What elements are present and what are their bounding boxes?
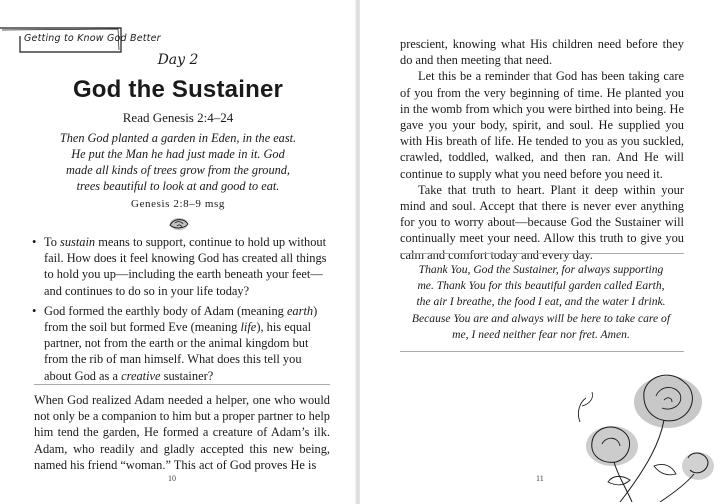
reading-assignment: Read Genesis 2:4–24 (122, 110, 234, 125)
scripture-quote (40, 130, 316, 194)
header-tab (0, 26, 161, 54)
body-paragraph: prescient, knowing what His children need before they do and then meeting that need. (400, 37, 684, 68)
day-label: Day 2 (157, 52, 199, 68)
reflection-bullets (44, 234, 332, 388)
right-body-text (400, 36, 684, 263)
page-title: God the Sustainer (72, 76, 284, 103)
divider (34, 384, 330, 385)
header-tab-text: Getting to Know God Better (24, 33, 161, 44)
body-paragraph: Take that truth to heart. Plant it deep within your mind and soul. Accept that there is never ever anything for you to worry about—because God the Sustainer will continually meet your need. Allow this truth to give you calm and comfort today and every day. (400, 182, 684, 262)
body-paragraph: When God realized Adam needed a helper, one who would not only be a companion to him but a proper partner to help him tend the garden, He formed a creature of Adam’s ilk. Adam, who readily and gladly accepted this new being, named his friend “woman.” This act of God proves He is (34, 393, 330, 472)
page-number: 11 (536, 474, 544, 483)
scripture-line: trees beautiful to look at and good to eat. (76, 179, 280, 193)
flower-ornament-icon (166, 216, 192, 232)
scripture-line: made all kinds of trees grow from the ground, (66, 163, 290, 177)
bullet-item: • God formed the earthly body of Adam (meaning earth) from the soil but formed Eve (meaning life), his equal partner, not from the earth or the animal kingdom but from the rib of man himself. What does this tell you about God as a creative sustainer? (44, 303, 332, 384)
poppy-flowers-illustration (560, 362, 718, 502)
scripture-line: Then God planted a garden in Eden, in the east. (59, 131, 297, 145)
body-paragraph: Let this be a reminder that God has been taking care of you from the very beginning of time. He planted you in the womb from which you were birthed into being. He gave you your body, spirit, and soul. He supplied you with His breath of life. He tended to you as you suckled, crawled, toddled, walked, and then ran. And He will continue to supply what you need before you need it. (400, 69, 684, 181)
prayer-text: Thank You, God the Sustainer, for always supporting me. Thank You for this beautiful garden called Earth, the air I breathe, the food I eat, and the water I drink. Because You are and always will be here to take care of me, I need neither fear nor fret. Amen. (411, 263, 671, 341)
scripture-reference: Genesis 2:8–9 msg (131, 198, 225, 210)
bullet-item: • To sustain means to support, continue to hold up without fail. How does it feel knowing God has created all things to hold you up—including the earth beneath your feet—and continues to do so in your life today? (44, 234, 332, 299)
scripture-line: He put the Man he had just made in it. God (71, 147, 285, 161)
left-page (0, 0, 356, 504)
divider (400, 351, 684, 352)
page-number: 10 (168, 474, 176, 483)
divider (400, 253, 684, 254)
